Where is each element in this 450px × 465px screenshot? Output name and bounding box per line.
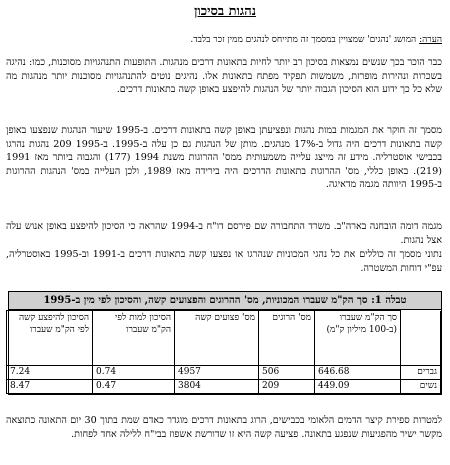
table-cell: 8.47 [7, 380, 93, 394]
table-row [7, 380, 441, 394]
table-header-cell: סך הק"מ שעברו (ב-100 מיליון ק"מ) [315, 311, 401, 366]
data-table [8, 291, 442, 395]
table-cell: 209 [259, 380, 315, 394]
table-cell: 0.74 [93, 366, 175, 380]
note [6, 34, 442, 47]
table-header-cell: מס' פצועים קשה [175, 311, 259, 366]
page-title [0, 3, 450, 19]
table-cell: 449.09 [315, 380, 401, 394]
table-grid [6, 310, 441, 394]
note-text: המושג 'נהגים' שמצויין במסמך זה מתייחס לנהגים ממין זכר בלבד. [190, 35, 420, 45]
table-header-cell: הסיכון למות לפי הק"מ שעברו [93, 311, 175, 366]
table-title: טבלה 1: סך הק"מ שעברו המכוניות, מס' ההרוגים והפצועים קשה, והסיכון לפי מין ב-1995 [9, 292, 441, 310]
paragraph-5: למטרות ספירת קיצר הדמים הלאומי בכבישים, הרוג בתאונות דרכים מוגדר כאדם שמת בתוך 30 יום התאונה כתוצאה מקשר ישיר מהפגיעות שנפגע בתאונה. פציעה קשה היא זו שדורשת אשפוז בבי"ח ללילה אחד לפחות. [6, 415, 442, 440]
paragraph-2: מסמך זה חוקר את המגמות במות נהגות ונפציעתן באופן קשה בתאונות דרכים. ב-1995 שיעור הנהגות שנפצעו באופן קשה בתאונות דרכים היה גדול ב-17% מנהגים. מותן של הנהגות גם כן עלה ב-1995. ב-1995 209 נהגות נהרגו בכבישי אוסטרליה. מידע זה מייצג עלייה משמעותית ממס' ההרוגות משנת 1994 (177) והגבוה ביותר מאז 1991 (219). באופן כללי, מס' ההרוגות בתאונות הדרכים היה בירידה מאז 1989, ולכן העלייה במס' הנהגות ההרוגות ב-1995 היוותה מגמה מדאיגה. [6, 125, 443, 191]
table-cell: 4957 [175, 366, 259, 380]
table-header-cell: מס' הרוגים [259, 311, 315, 366]
paragraph-4: נתוני מסמך זה כוללים את כל נהגי המכוניות שנהרגו או נפצעו קשה בתאונות דרכים ב-1991 וב-1995 באוסטרליה, עפ"י דוחות המשטרה. [6, 249, 443, 274]
table-cell: 3804 [175, 380, 259, 394]
table-cell: 506 [259, 366, 315, 380]
paragraph-1: כבר הוכר בכך שנשים נמצאות בסיכון רב יותר לחיות בתאונות דרכים מנהגות. התופעות התנהגויות מסוכנות, כמו: נהיגה בשכרות ונהירות מופרזת, משמשות תפקיד מפתח בתאונות אלו. נהיגים נוטים להתנהגויות מסוכנות יותר מנהגות מה שלא כל כך ידוע הוא הסיכון הגבוה יותר של הנהגות להיפצע באופן קשה בתאונות דרכים. [6, 57, 442, 96]
page-title-text: נהגות בסיכון [194, 4, 256, 19]
table-header-cell: הסיכון להיפצע קשה לפי הק"מ שעברו [7, 311, 93, 366]
row-label: גברים [401, 366, 441, 380]
table-cell: 0.47 [93, 380, 175, 394]
paragraph-3: מגמה דומה הובחנה בארה"ב. משרד התחבורה שם פירסם דו"ח ב-1994 שהראה כי הסיכון להיפצע באופן אנוש עלה אצל נהגות. [6, 221, 442, 246]
table-header-cell [401, 311, 441, 366]
table-cell: 7.24 [7, 366, 93, 380]
note-label: הערה: [419, 35, 442, 45]
table-header-row [7, 311, 441, 366]
row-label: נשים [401, 380, 441, 394]
table-cell: 646.68 [315, 366, 401, 380]
table-row [7, 366, 441, 380]
